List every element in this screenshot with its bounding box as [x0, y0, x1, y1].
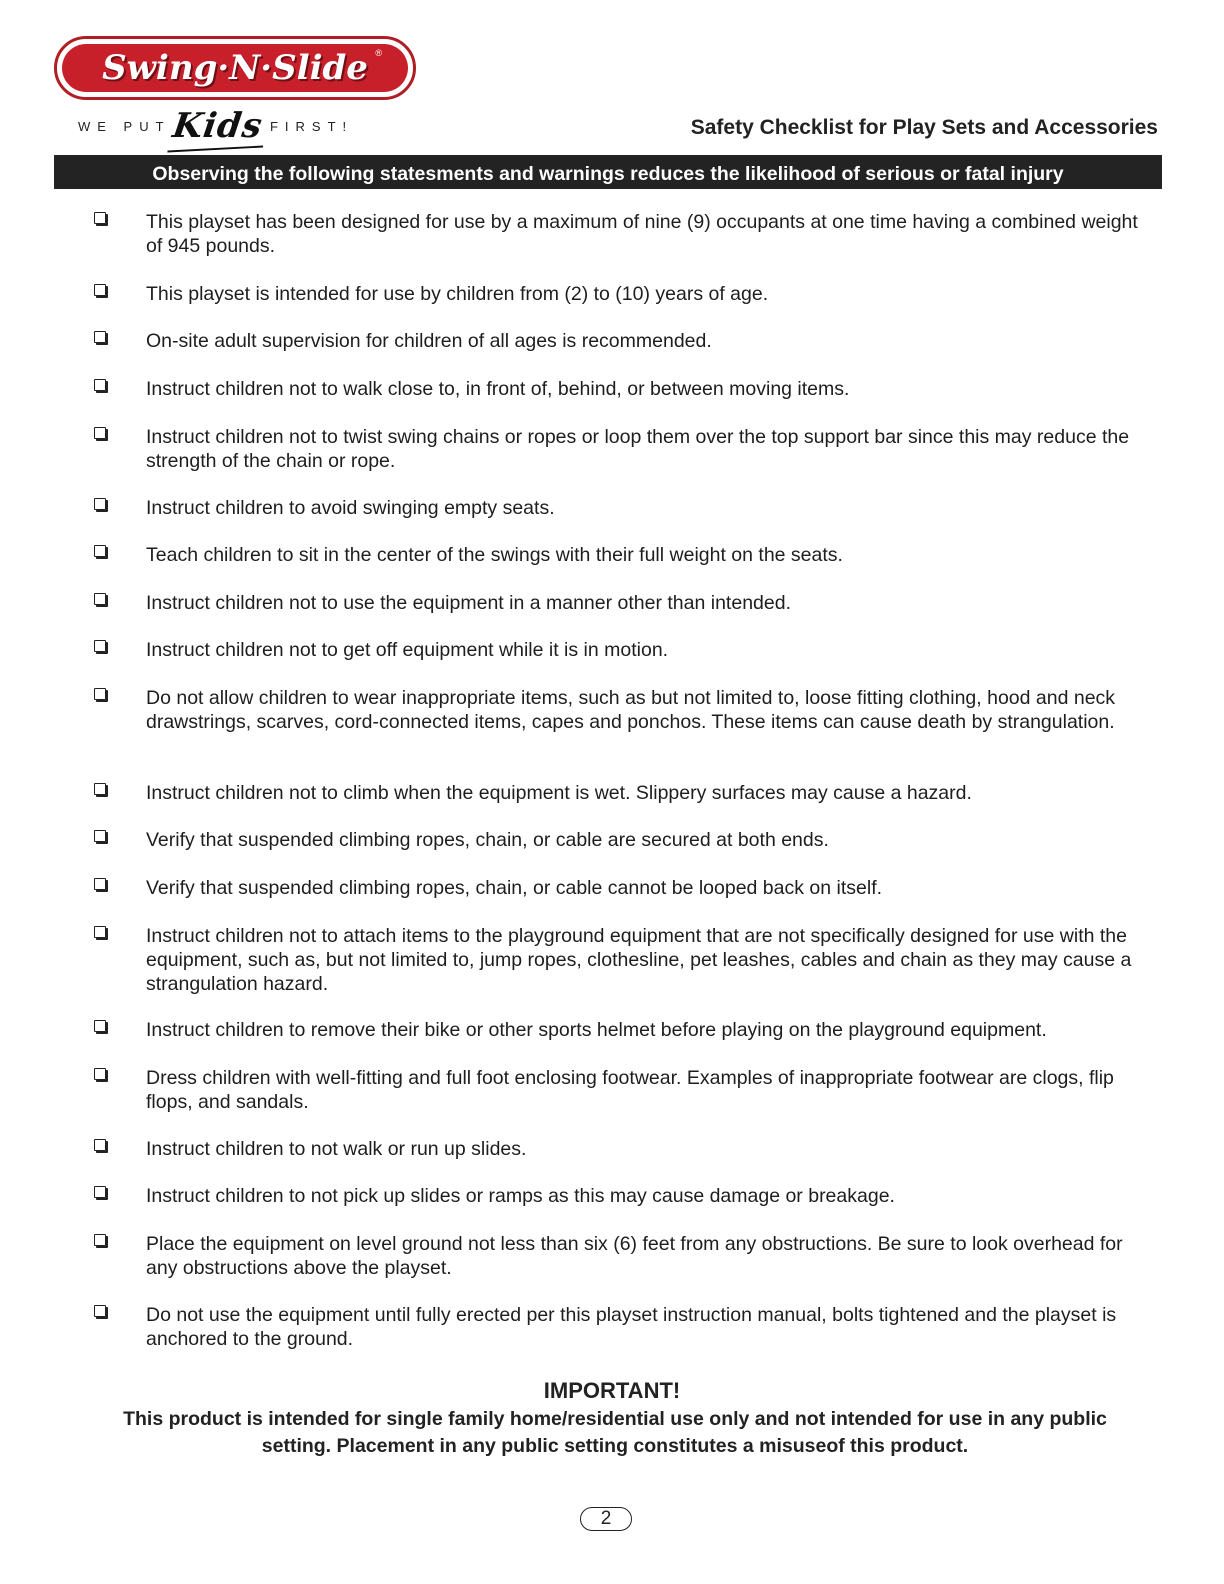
checkbox-icon[interactable]	[94, 212, 106, 224]
checkbox-icon[interactable]	[94, 1234, 106, 1246]
checklist-item-text: Instruct children not to walk close to, in front of, behind, or between moving items.	[146, 378, 850, 400]
warning-banner: Observing the following statesments and warnings reduces the likelihood of serious or fatal injury	[54, 155, 1162, 189]
checklist-item-text: Dress children with well-fitting and full foot enclosing footwear. Examples of inappropriate footwear are clogs, flip flops, and sandals.	[146, 1067, 1114, 1113]
checklist-item-text: This playset has been designed for use by a maximum of nine (9) occupants at one time having a combined weight of 945 pounds.	[146, 211, 1138, 257]
checkbox-icon[interactable]	[94, 783, 106, 795]
tagline-pre: WE PUT	[78, 118, 171, 134]
checkbox-icon[interactable]	[94, 1186, 106, 1198]
registered-mark: ®	[375, 48, 382, 58]
checklist-item-text: On-site adult supervision for children of all ages is recommended.	[146, 330, 712, 352]
checkbox-icon[interactable]	[94, 640, 106, 652]
checkbox-icon[interactable]	[94, 926, 106, 938]
checkbox-icon[interactable]	[94, 688, 106, 700]
checkbox-icon[interactable]	[94, 878, 106, 890]
checklist-item-text: Instruct children to avoid swinging empty seats.	[146, 497, 555, 519]
logo-wordmark: Swing·N·Slide	[102, 48, 368, 88]
checkbox-icon[interactable]	[94, 1305, 106, 1317]
logo-badge	[62, 44, 408, 92]
tagline-post: FIRST!	[269, 118, 354, 134]
checkbox-icon[interactable]	[94, 1139, 106, 1151]
checkbox-icon[interactable]	[94, 427, 106, 439]
checklist-item-text: Teach children to sit in the center of the swings with their full weight on the seats.	[146, 544, 843, 566]
checklist-item-text: Instruct children not to get off equipment while it is in motion.	[146, 639, 669, 661]
brand-logo	[54, 36, 416, 100]
checkbox-icon[interactable]	[94, 1020, 106, 1032]
checklist-item-text: Instruct children not to twist swing chains or ropes or loop them over the top support bar since this may reduce the strength of the chain or rope.	[146, 426, 1130, 472]
checklist-item-text: Do not allow children to wear inappropriate items, such as but not limited to, loose fitting clothing, hood and neck drawstrings, scarves, cord-connected items, capes and ponchos. These items can cause death by strangulation.	[146, 687, 1116, 733]
checkbox-icon[interactable]	[94, 1068, 106, 1080]
brand-tagline	[78, 106, 353, 146]
checklist-item-text: Instruct children not to attach items to the playground equipment that are not specifically designed for use with the equipment, such as, but not limited to, jump ropes, clothesline, pet leashes, cables and chain as they may cause a strangulation hazard.	[146, 925, 1132, 995]
checkbox-icon[interactable]	[94, 284, 106, 296]
checklist-item-text: Place the equipment on level ground not less than six (6) feet from any obstructions. Be sure to look overhead for any obstructions above the playset.	[146, 1233, 1123, 1279]
important-notice: This product is intended for single family home/residential use only and not intended for use in any public setting. Placement in any public setting constitutes a misuseof this product.	[123, 1408, 1107, 1457]
checklist-item-text: Verify that suspended climbing ropes, chain, or cable cannot be looped back on itself.	[146, 877, 883, 899]
checkbox-icon[interactable]	[94, 498, 106, 510]
important-heading: IMPORTANT!	[543, 1378, 681, 1403]
checklist-item-text: Instruct children to not pick up slides or ramps as this may cause damage or breakage.	[146, 1185, 895, 1207]
checklist-item-text: This playset is intended for use by children from (2) to (10) years of age.	[146, 283, 769, 305]
checkbox-icon[interactable]	[94, 545, 106, 557]
checklist-item-text: Instruct children not to use the equipment in a manner other than intended.	[146, 592, 791, 614]
checkbox-icon[interactable]	[94, 331, 106, 343]
checklist-item-text: Instruct children to remove their bike or other sports helmet before playing on the playground equipment.	[146, 1019, 1047, 1041]
checkbox-icon[interactable]	[94, 830, 106, 842]
checklist-item-text: Verify that suspended climbing ropes, chain, or cable are secured at both ends.	[146, 829, 829, 851]
checklist-item-text: Do not use the equipment until fully erected per this playset instruction manual, bolts tightened and the playset is anchored to the ground.	[146, 1304, 1117, 1350]
document-title: Safety Checklist for Play Sets and Accessories	[690, 116, 1158, 139]
tagline-kids: Kids	[169, 106, 265, 146]
checklist-item-text: Instruct children to not walk or run up slides.	[146, 1138, 527, 1160]
checkbox-icon[interactable]	[94, 379, 106, 391]
checklist-item-text: Instruct children not to climb when the equipment is wet. Slippery surfaces may cause a hazard.	[146, 782, 972, 804]
checkbox-icon[interactable]	[94, 593, 106, 605]
page-number: 2	[580, 1507, 632, 1531]
